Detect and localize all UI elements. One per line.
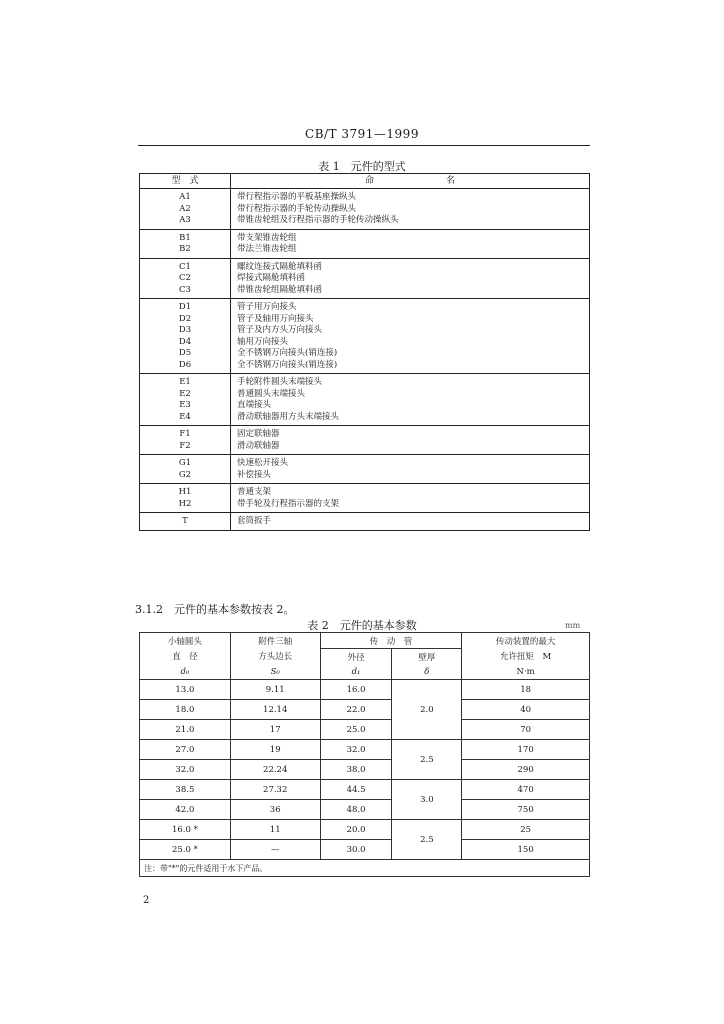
cell-max-torque: 470 [462, 780, 590, 800]
type-code: H2 [178, 498, 192, 509]
type-name: 固定联轴器 [237, 429, 280, 439]
type-group [140, 426, 590, 455]
cell-tube-od: 30.0 [320, 840, 392, 860]
table1-caption: 表 1 元件的型式 [318, 160, 406, 173]
table2-caption: 表 2 元件的基本参数 [307, 619, 417, 632]
type-name: 管子及轴用万向接头 [237, 313, 314, 324]
parameter-row [140, 780, 590, 800]
type-code: H1 [178, 487, 192, 497]
type-code: A1 [179, 192, 191, 202]
type-code: D3 [178, 325, 192, 335]
type-group [140, 258, 590, 299]
cell-s0: 12.14 [230, 700, 320, 720]
type-name: 管子及内方头万向接头 [237, 325, 323, 335]
page-number: 2 [143, 895, 150, 906]
cell-s0: 9.11 [230, 680, 320, 700]
type-group [140, 513, 590, 531]
cell-wall-thickness: 3.0 [392, 780, 462, 820]
cell-wall-thickness: 2.5 [392, 740, 462, 780]
type-name: 轴用万向接头 [237, 336, 289, 347]
col-s0-line2: 方头边长 [230, 649, 320, 665]
type-name: 带锥齿轮组及行程指示器的手轮传动操纵头 [237, 215, 399, 225]
col-wall-symbol: δ [392, 664, 462, 680]
type-code: G1 [178, 458, 192, 468]
col-wall-label: 壁厚 [392, 649, 462, 665]
type-code: E2 [179, 388, 191, 399]
type-name-cell [231, 484, 590, 513]
col-d0-line2: 直 径 [140, 649, 231, 665]
cell-s0: — [230, 840, 320, 860]
type-code-cell [140, 258, 231, 299]
type-code: D2 [178, 313, 192, 324]
clause-3-1-2: 3.1.2 元件的基本参数按表 2。 [135, 603, 295, 616]
cell-s0: 11 [230, 820, 320, 840]
cell-d0: 42.0 [140, 800, 231, 820]
cell-tube-od: 25.0 [320, 720, 392, 740]
col-torque-line1: 传动装置的最大 [462, 633, 590, 649]
type-name: 套筒扳手 [237, 516, 272, 526]
type-code: B2 [179, 244, 191, 254]
cell-d0: 32.0 [140, 760, 231, 780]
type-name: 带锥齿轮组隔舱填料函 [237, 284, 323, 295]
cell-d0: 18.0 [140, 700, 231, 720]
cell-d0: 21.0 [140, 720, 231, 740]
col-name-header: 命 名 [231, 174, 590, 189]
cell-max-torque: 70 [462, 720, 590, 740]
parameter-row [140, 840, 590, 860]
type-name: 带行程指示器的平板基座操纵头 [237, 192, 357, 202]
cell-max-torque: 750 [462, 800, 590, 820]
type-name: 直端接头 [237, 400, 272, 410]
col-od-label: 外径 [320, 649, 392, 665]
type-group [140, 229, 590, 258]
type-name: 焊接式隔舱填料函 [237, 273, 306, 283]
type-name: 螺纹连接式隔舱填料函 [237, 261, 323, 272]
type-name: 滑动联轴器 [237, 440, 280, 451]
type-code-cell [140, 229, 231, 258]
type-name-cell [231, 189, 590, 230]
cell-tube-od: 22.0 [320, 700, 392, 720]
type-name: 手轮附件圆头末端接头 [237, 377, 323, 387]
cell-s0: 17 [230, 720, 320, 740]
type-code-cell [140, 374, 231, 426]
cell-max-torque: 18 [462, 680, 590, 700]
type-name: 滑动联轴器用方头末端接头 [237, 411, 340, 422]
type-name: 带行程指示器的手轮传动操纵头 [237, 203, 357, 214]
cell-max-torque: 170 [462, 740, 590, 760]
col-s0-line1: 附件三轴 [230, 633, 320, 649]
type-code-cell [140, 189, 231, 230]
cell-tube-od: 48.0 [320, 800, 392, 820]
parameter-row [140, 700, 590, 720]
parameter-row [140, 680, 590, 700]
table2-note: 注：带"*"的元件适用于水下产品。 [140, 860, 590, 877]
type-code: D1 [178, 302, 192, 312]
type-name-cell [231, 229, 590, 258]
type-code: T [182, 516, 188, 526]
cell-s0: 19 [230, 740, 320, 760]
type-code: A3 [179, 215, 191, 225]
col-od-symbol: d₁ [320, 664, 392, 680]
type-code-cell [140, 513, 231, 531]
cell-wall-thickness: 2.0 [392, 680, 462, 740]
cell-s0: 36 [230, 800, 320, 820]
parameter-row [140, 740, 590, 760]
type-code: E4 [179, 411, 191, 422]
cell-s0: 27.32 [230, 780, 320, 800]
type-name: 快速松开接头 [237, 458, 289, 468]
type-code: F1 [179, 429, 191, 439]
cell-d0: 13.0 [140, 680, 231, 700]
parameter-row [140, 800, 590, 820]
type-group [140, 455, 590, 484]
type-name-cell [231, 426, 590, 455]
type-name: 补偿接头 [237, 469, 272, 480]
type-code: E3 [179, 400, 191, 410]
type-code: B1 [179, 232, 191, 243]
standard-header: CB/T 3791—1999 [305, 127, 419, 141]
type-name: 全不锈钢万向接头(销连接) [237, 359, 338, 370]
col-d0-symbol: d₀ [140, 664, 231, 680]
type-name: 带手轮及行程指示器的支架 [237, 498, 340, 509]
type-code: C2 [179, 273, 191, 283]
type-code: E1 [179, 377, 191, 387]
type-name-cell [231, 513, 590, 531]
type-name: 带支架锥齿轮组 [237, 232, 297, 243]
type-name: 普通支架 [237, 487, 272, 497]
cell-d0: 27.0 [140, 740, 231, 760]
parameter-row [140, 720, 590, 740]
type-name-cell [231, 374, 590, 426]
component-type-table [139, 173, 590, 531]
cell-s0: 22.24 [230, 760, 320, 780]
cell-d0: 25.0 * [140, 840, 231, 860]
cell-tube-od: 16.0 [320, 680, 392, 700]
header-rule [138, 145, 590, 146]
parameter-row [140, 820, 590, 840]
type-code: C1 [179, 261, 191, 272]
type-name-cell [231, 455, 590, 484]
type-name: 带法兰锥齿轮组 [237, 244, 297, 254]
col-tube-group: 传 动 管 [320, 633, 462, 649]
cell-d0: 38.5 [140, 780, 231, 800]
col-type-header: 型 式 [140, 174, 231, 189]
type-name: 普通圆头末端接头 [237, 388, 306, 399]
cell-max-torque: 25 [462, 820, 590, 840]
type-group [140, 299, 590, 374]
type-group [140, 189, 590, 230]
type-code: C3 [179, 284, 191, 295]
type-group [140, 374, 590, 426]
basic-parameter-body [140, 680, 590, 860]
type-name-cell [231, 258, 590, 299]
col-d0-line1: 小轴圆头 [140, 633, 231, 649]
cell-d0: 16.0 * [140, 820, 231, 840]
col-torque-unit: N·m [462, 664, 590, 680]
cell-tube-od: 20.0 [320, 820, 392, 840]
type-group [140, 484, 590, 513]
cell-tube-od: 44.5 [320, 780, 392, 800]
component-type-body [140, 189, 590, 531]
cell-tube-od: 38.0 [320, 760, 392, 780]
type-code: D6 [178, 359, 192, 370]
type-code: F2 [179, 440, 191, 451]
cell-max-torque: 150 [462, 840, 590, 860]
cell-tube-od: 32.0 [320, 740, 392, 760]
parameter-row [140, 760, 590, 780]
type-code: A2 [179, 203, 191, 214]
type-code-cell [140, 426, 231, 455]
type-code: D5 [178, 348, 192, 358]
col-torque-line2: 允许扭矩 M [462, 649, 590, 665]
type-name: 管子用万向接头 [237, 302, 297, 312]
type-code-cell [140, 484, 231, 513]
type-code-cell [140, 299, 231, 374]
type-code: G2 [178, 469, 192, 480]
cell-wall-thickness: 2.5 [392, 820, 462, 860]
table2-unit: mm [565, 621, 581, 630]
cell-max-torque: 40 [462, 700, 590, 720]
col-s0-symbol: S₀ [230, 664, 320, 680]
type-code-cell [140, 455, 231, 484]
cell-max-torque: 290 [462, 760, 590, 780]
type-code: D4 [178, 336, 192, 347]
type-name-cell [231, 299, 590, 374]
type-name: 全不锈钢万向接头(销连接) [237, 348, 338, 358]
basic-parameter-table [139, 632, 590, 877]
